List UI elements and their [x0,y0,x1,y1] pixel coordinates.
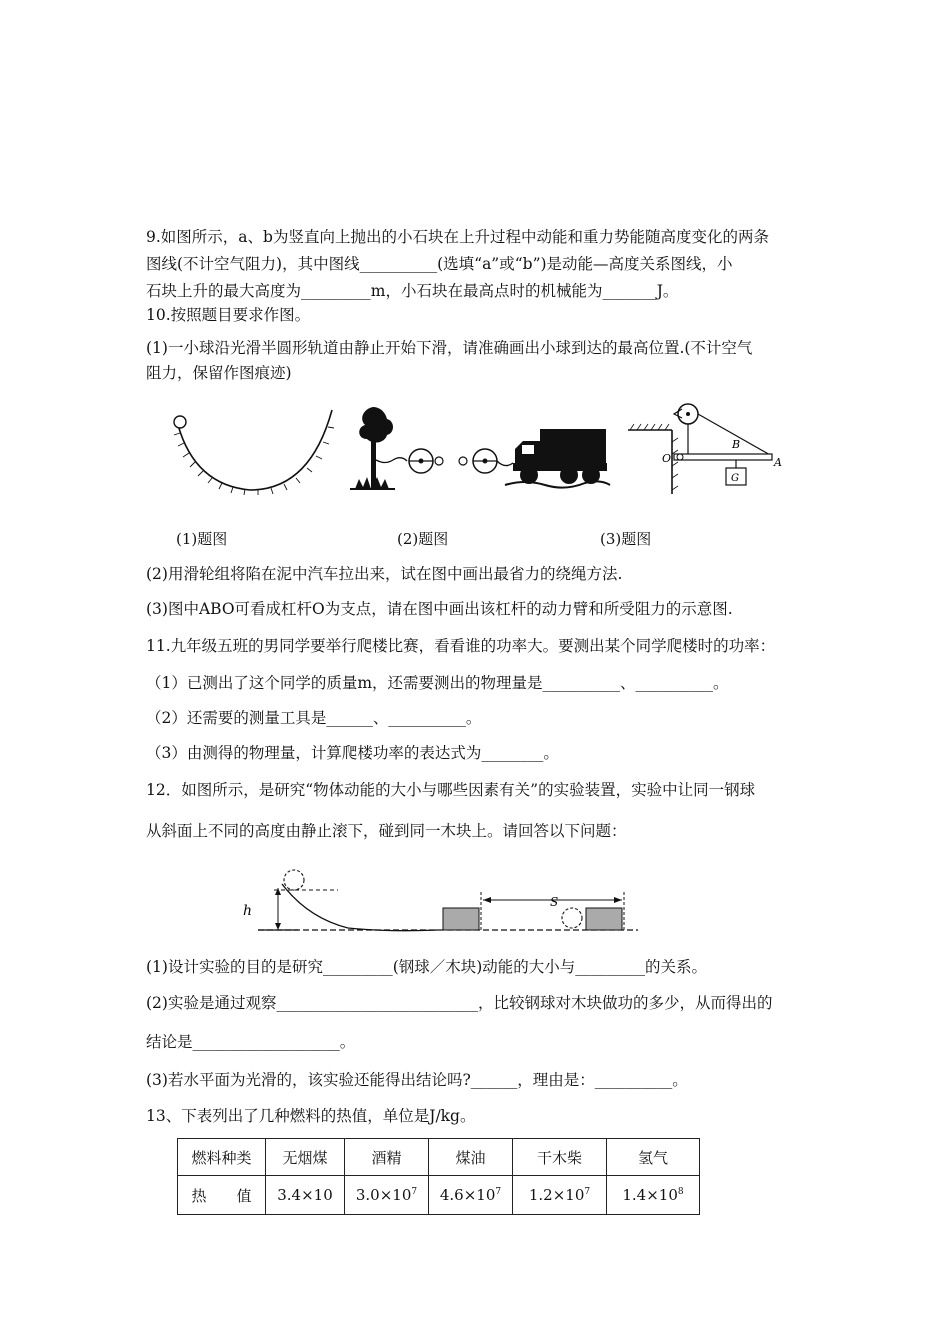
pulley-truck-figure [345,405,615,495]
table-header-cell: 氢气 [607,1139,700,1176]
q9-line-2: 图线(不计空气阻力)，其中图线__________(选填“a”或“b”)是动能—高度关系图线，小 [146,255,733,273]
caption-fig1: (1)题图 [176,530,228,548]
table-header-cell: 无烟煤 [266,1139,345,1176]
fuel-heat-value-table [177,1138,700,1215]
value-exponent: 7 [495,1187,502,1197]
label-h: h [243,903,253,919]
q12-sub2-line-1: (2)实验是通过观察__________________________，比较钢球对木块做功的多少，从而得出的 [146,994,773,1012]
q12-line-1: 12．如图所示，是研究“物体动能的大小与哪些因素有关”的实验装置，实验中让同一钢球 [146,781,756,799]
table-header-cell: 煤油 [429,1139,513,1176]
q11-sub1: （1）已测出了这个同学的质量m，还需要测出的物理量是__________、__________。 [146,674,729,692]
q10-part3: (3)图中ABO可看成杠杆O为支点，请在图中画出该杠杆的动力臂和所受阻力的示意图. [146,600,733,618]
q11-sub3: （3）由测得的物理量，计算爬楼功率的表达式为________。 [146,744,559,762]
q12-sub1: (1)设计实验的目的是研究_________(钢球／木块)动能的大小与_________的关系。 [146,958,708,976]
value-exponent: 8 [677,1187,684,1197]
caption-fig3: (3)题图 [600,530,652,548]
table-header-cell: 干木柴 [513,1139,607,1176]
lever-figure [622,402,787,497]
truck-icon [505,429,610,488]
table-cell [345,1176,429,1215]
label-a: A [774,456,782,469]
label-o: O [662,452,672,465]
label-g: G [731,473,739,484]
table-header-cell: 酒精 [345,1139,429,1176]
table-header-cell: 燃料种类 [178,1139,266,1176]
table-cell [607,1176,700,1215]
q9-line-1: 9.如图所示，a、b为竖直向上抛出的小石块在上升过程中动能和重力势能随高度变化的两条 [146,228,769,246]
q10-part1-line-2: 阻力，保留作图痕迹) [146,364,292,382]
value-exponent: 7 [584,1187,591,1197]
q12-sub2-line-2: 结论是___________________。 [146,1033,356,1051]
table-cell [429,1176,513,1215]
value-base: 3.0×10 [355,1186,412,1204]
table-header-row [178,1139,700,1176]
q11-title: 11.九年级五班的男同学要举行爬楼比赛，看看谁的功率大。要测出某个同学爬楼时的功率： [146,637,776,655]
caption-fig2: (2)题图 [397,530,449,548]
value-base: 4.6×10 [439,1186,496,1204]
value-base: 1.4×10 [622,1186,678,1204]
table-row-label: 热 值 [178,1176,266,1215]
q12-line-2: 从斜面上不同的高度由静止滚下，碰到同一木块上。请回答以下问题： [146,822,627,840]
tree-icon [350,407,395,489]
q10-part1-line-1: (1)一小球沿光滑半圆形轨道由静止开始下滑，请准确画出小球到达的最高位置.(不计空气 [146,339,753,357]
q10-part2: (2)用滑轮组将陷在泥中汽车拉出来，试在图中画出最省力的绕绳方法. [146,565,623,583]
value-base: 3.4×10 [277,1186,333,1204]
label-s: S [550,895,559,909]
value-exponent: 7 [411,1187,418,1197]
ramp-experiment-figure [238,866,643,936]
q13-title: 13、下表列出了几种燃料的热值，单位是J/kg。 [146,1107,476,1125]
q10-title: 10.按照题目要求作图。 [146,306,311,324]
label-b: B [732,438,741,451]
table-row [178,1176,700,1215]
q11-sub2: （2）还需要的测量工具是______、__________。 [146,709,482,727]
value-base: 1.2×10 [528,1186,585,1204]
semicircle-track-figure [150,405,345,495]
q9-line-3: 石块上升的最大高度为_________m，小石块在最高点时的机械能为_______J。 [146,282,679,300]
table-cell [513,1176,607,1215]
table-cell [266,1176,345,1215]
q12-sub3: (3)若水平面为光滑的，该实验还能得出结论吗?______，理由是：__________。 [146,1071,688,1089]
